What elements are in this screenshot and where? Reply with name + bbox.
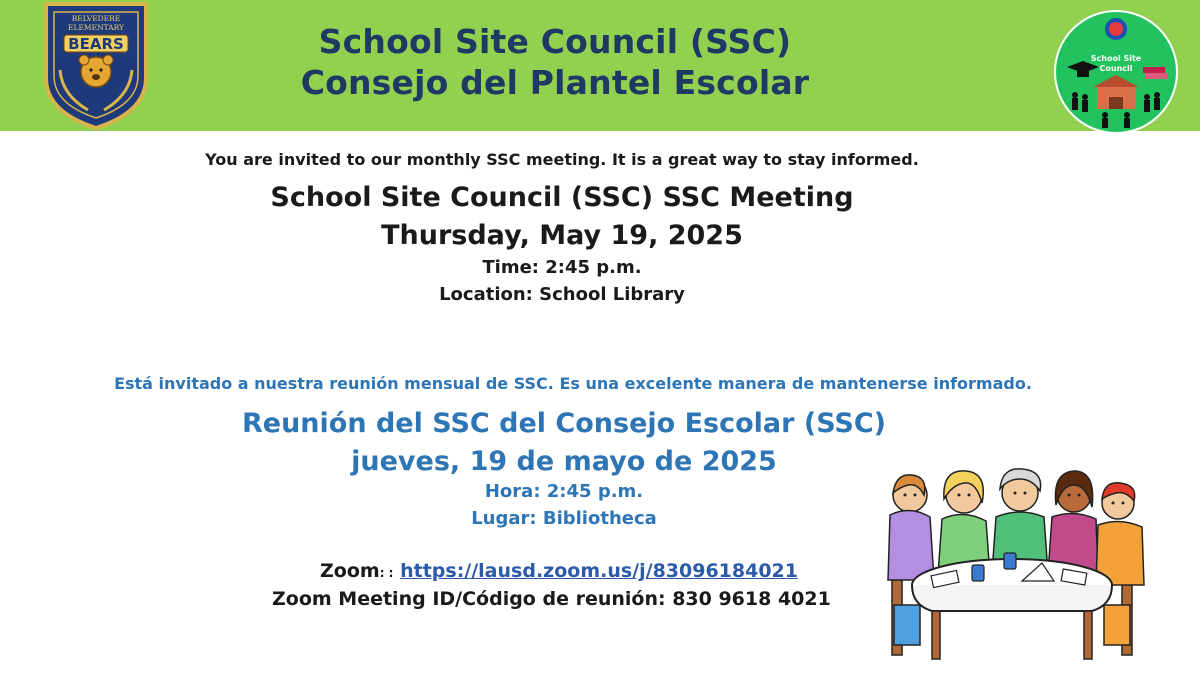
badge-line-1: School Site [1090,54,1142,63]
meeting-date-es: jueves, 19 de mayo de 2025 [351,446,777,477]
crest-line-2: ELEMENTARY [67,23,125,32]
intro-text-en: You are invited to our monthly SSC meeting. It is a great way to stay informed. [205,150,919,169]
crest-line-3: BEARS [68,35,124,53]
zoom-label: Zoom [320,560,380,582]
meeting-time-en: Time: 2:45 p.m. [482,257,642,278]
meeting-location-en: Location: School Library [439,284,685,305]
meeting-location-es: Lugar: Bibliotheca [471,508,657,529]
zoom-meeting-id: Zoom Meeting ID/Código de reunión: 830 9618 4021 [272,588,831,610]
crest-line-1: BELVEDERE [71,14,121,23]
zoom-meeting-link[interactable]: https://lausd.zoom.us/j/83096184021 [400,560,798,582]
bears-school-crest-icon [40,0,152,130]
header-title-en: School Site Council (SSC) [318,22,792,61]
meeting-title-es: Reunión del SSC del Consejo Escolar (SSC) [241,408,887,439]
meeting-table-group-icon [872,455,1152,665]
badge-line-2: Council [1099,64,1133,73]
meeting-time-es: Hora: 2:45 p.m. [484,481,644,502]
zoom-separator: : : [379,566,394,580]
meeting-title-en: School Site Council (SSC) SSC Meeting [270,182,854,213]
header-title-es: Consejo del Plantel Escolar [300,63,810,102]
school-site-council-badge-icon [1053,9,1179,135]
zoom-row [320,560,798,582]
intro-text-es: Está invitado a nuestra reunión mensual de SSC. Es una excelente manera de mantenerse informado. [114,374,1032,393]
meeting-date-en: Thursday, May 19, 2025 [381,220,743,251]
